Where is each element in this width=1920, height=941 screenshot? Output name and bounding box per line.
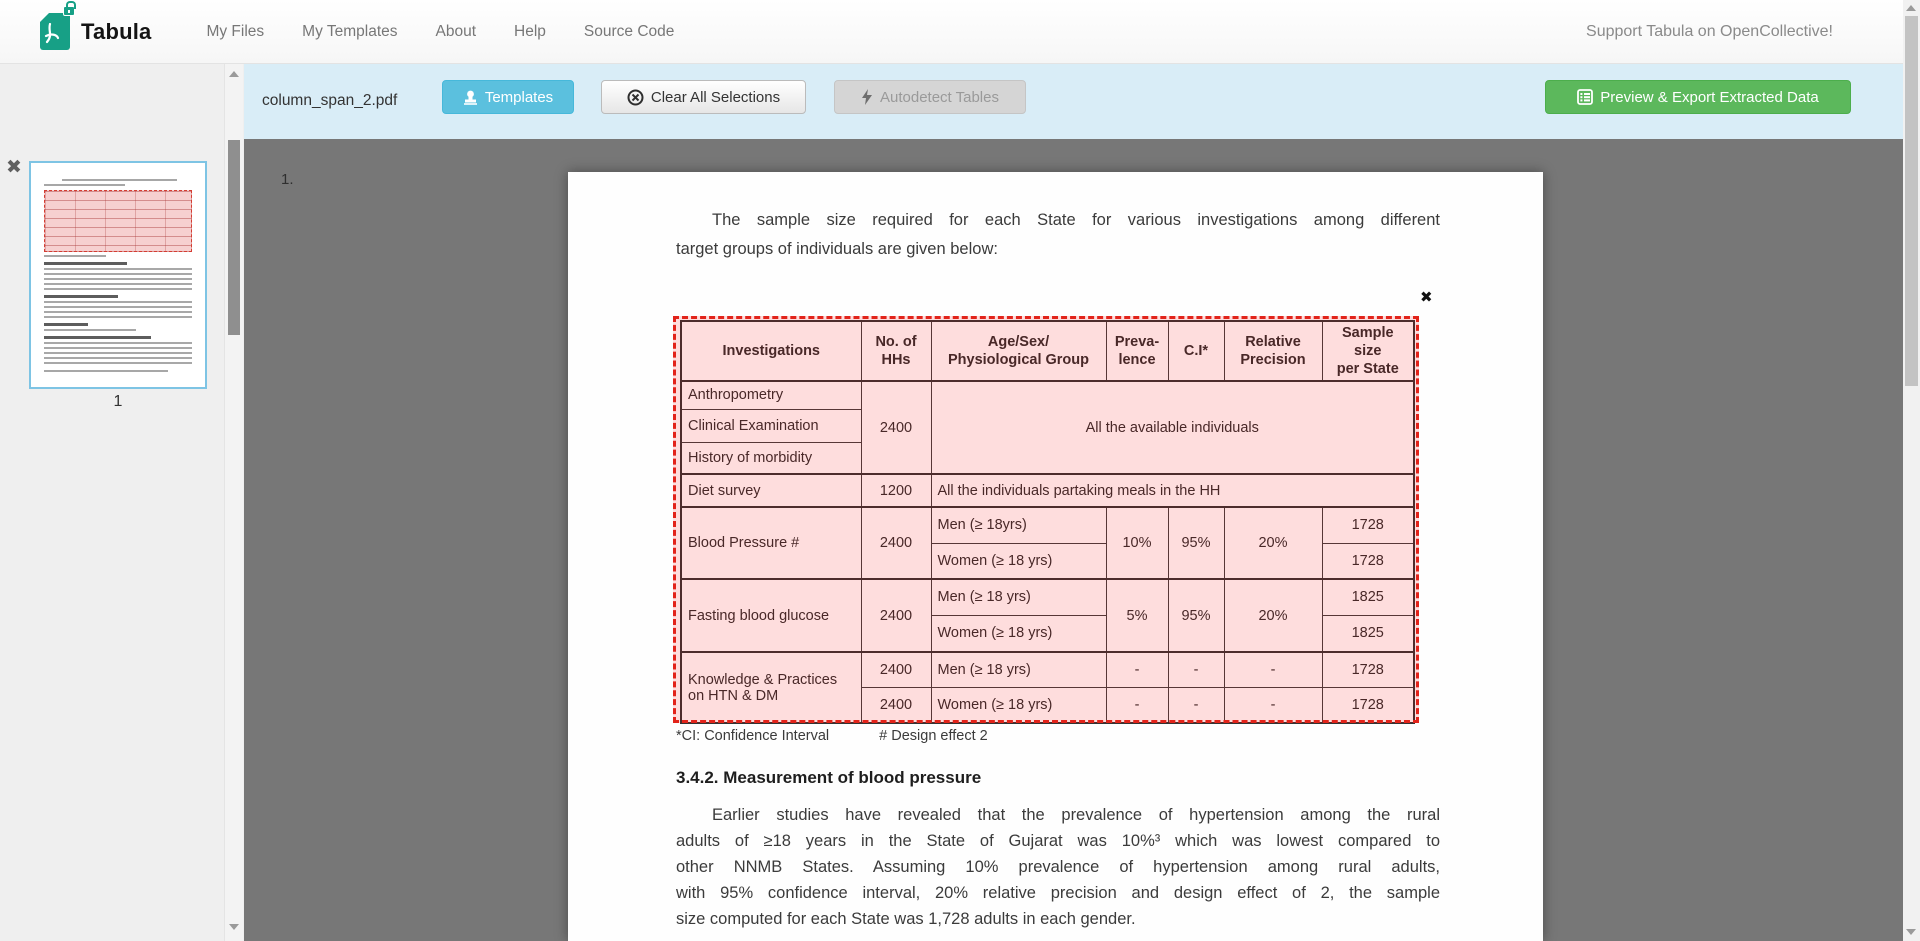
clear-button-label: Clear All Selections: [650, 88, 781, 106]
autodetect-tables-button[interactable]: [834, 80, 1026, 114]
cell: -: [1168, 687, 1224, 723]
lock-icon: [63, 6, 75, 16]
selection-close-icon[interactable]: ✖: [1420, 288, 1433, 306]
templates-button-label: Templates: [484, 88, 554, 106]
cell: Anthropometry: [681, 381, 861, 409]
window-scroll-down-icon[interactable]: [1906, 929, 1916, 935]
current-filename: column_span_2.pdf: [262, 92, 398, 109]
thumb-heading-line: [44, 323, 88, 326]
brand-title[interactable]: Tabula: [81, 18, 152, 44]
col-age-sex-group: Age/Sex/ Physiological Group: [931, 321, 1106, 381]
body-line: Earlier studies have revealed that the prevalence of hypertension among the rural: [712, 806, 1440, 824]
cell: 1728: [1322, 652, 1414, 687]
navbar-menu: [187, 23, 693, 41]
cell: -: [1224, 652, 1322, 687]
intro-line: The sample size required for each State for various investigations among different: [712, 211, 1440, 229]
col-prevalence: Preva- lence: [1106, 321, 1168, 381]
table-selection-box[interactable]: [673, 316, 1419, 723]
thumb-paragraph: [44, 342, 192, 364]
nav-item-source-code[interactable]: Source Code: [583, 22, 675, 40]
pdf-swirl-icon: [44, 23, 60, 45]
lightning-bolt-icon: [861, 89, 873, 105]
thumbnail-page-number: 1: [113, 393, 123, 410]
cell: 95%: [1168, 507, 1224, 579]
templates-button[interactable]: [442, 80, 574, 114]
cell: Knowledge & Practices on HTN & DM: [681, 652, 861, 723]
cell: Women (≥ 18 yrs): [931, 615, 1106, 652]
body-paragraph: [676, 802, 1440, 932]
cell: 1200: [861, 474, 931, 507]
support-link[interactable]: Support Tabula on OpenCollective!: [1586, 22, 1833, 40]
top-navbar: [0, 0, 1903, 64]
cell: Men (≥ 18 yrs): [931, 579, 1106, 615]
thumb-text-line: [44, 184, 125, 186]
cell: Blood Pressure #: [681, 507, 861, 579]
nav-item-my-templates[interactable]: My Templates: [302, 22, 398, 40]
col-relative-precision: Relative Precision: [1224, 321, 1322, 381]
cell: Men (≥ 18yrs): [931, 507, 1106, 543]
body-line: adults of ≥18 years in the State of Gujarat was 10%³ which was lowest compared to: [676, 832, 1440, 850]
export-button-label: Preview & Export Extracted Data: [1600, 88, 1819, 106]
cell: -: [1106, 652, 1168, 687]
body-line: size computed for each State was 1,728 adults in each gender.: [676, 910, 1136, 928]
col-no-of-hhs: No. of HHs: [861, 321, 931, 381]
cell: 2400: [861, 579, 931, 652]
intro-paragraph: [676, 206, 1440, 264]
cell: 2400: [861, 687, 931, 723]
nav-item-help[interactable]: Help: [514, 22, 546, 40]
list-table-icon: [1577, 89, 1593, 105]
cell: -: [1106, 687, 1168, 723]
thumb-text-line: [62, 179, 177, 181]
sidebar-scrollbar: [224, 64, 243, 941]
remove-page-icon[interactable]: ✖: [6, 156, 22, 178]
col-investigations: Investigations: [681, 321, 861, 381]
clear-all-selections-button[interactable]: [601, 80, 806, 114]
page-number-marker: 1.: [281, 171, 294, 188]
body-line: with 95% confidence interval, 20% relative precision and design effect of 2, the sample: [676, 884, 1440, 902]
thumb-heading-line: [44, 295, 118, 298]
cell: 2400: [861, 381, 931, 474]
cell: 20%: [1224, 579, 1322, 652]
table-footnote: [676, 728, 988, 744]
cell: 1728: [1322, 687, 1414, 723]
col-ci: C.I*: [1168, 321, 1224, 381]
pdf-page[interactable]: [568, 172, 1543, 941]
thumb-text-line: [44, 329, 136, 331]
toolbar: [244, 64, 1903, 139]
cell: Women (≥ 18 yrs): [931, 543, 1106, 579]
cell: -: [1168, 652, 1224, 687]
cell: 2400: [861, 507, 931, 579]
intro-line: target groups of individuals are given below:: [676, 240, 998, 258]
cell: Women (≥ 18 yrs): [931, 687, 1106, 723]
col-sample-size: Sample size per State: [1322, 321, 1414, 381]
page-1-thumbnail[interactable]: [29, 161, 207, 389]
footnote-ci: *CI: Confidence Interval: [676, 728, 830, 744]
circle-x-icon: [627, 89, 644, 106]
thumb-footer-line: [44, 370, 168, 372]
cell: 1825: [1322, 615, 1414, 652]
template-stamp-icon: [463, 90, 478, 105]
tabula-logo[interactable]: [40, 13, 70, 50]
cell: 20%: [1224, 507, 1322, 579]
section-heading: 3.4.2. Measurement of blood pressure: [676, 768, 982, 787]
sidebar-scroll-up-icon[interactable]: [229, 71, 239, 77]
body-line: other NNMB States. Assuming 10% prevalence of hypertension among rural adults,: [676, 858, 1440, 876]
cell: 1825: [1322, 579, 1414, 615]
window-scroll-thumb[interactable]: [1905, 16, 1918, 386]
sidebar-scroll-thumb[interactable]: [228, 140, 240, 335]
cell: Fasting blood glucose: [681, 579, 861, 652]
thumb-heading-line: [44, 336, 151, 339]
cell: -: [1224, 687, 1322, 723]
cell: 1728: [1322, 543, 1414, 579]
cell: 95%: [1168, 579, 1224, 652]
cell: 2400: [861, 652, 931, 687]
cell: Diet survey: [681, 474, 861, 507]
autodetect-button-label: Autodetect Tables: [880, 88, 999, 106]
thumb-selected-table: [44, 190, 192, 252]
thumb-paragraph: [44, 301, 192, 318]
cell: History of morbidity: [681, 442, 861, 474]
cell: Clinical Examination: [681, 409, 861, 442]
nav-item-about[interactable]: About: [435, 22, 477, 40]
preview-export-button[interactable]: [1545, 80, 1851, 114]
pdf-viewer: [244, 139, 1903, 941]
thumb-paragraph: [44, 268, 192, 290]
cell: Men (≥ 18 yrs): [931, 652, 1106, 687]
cell: All the available individuals: [931, 381, 1414, 474]
cell: All the individuals partaking meals in the HH: [931, 474, 1414, 507]
logo-fold: [40, 13, 49, 22]
thumb-footnote-line: [44, 255, 106, 257]
nav-item-my-files[interactable]: My Files: [206, 22, 265, 40]
page-thumbnail-sidebar: [0, 64, 244, 941]
sidebar-scroll-down-icon[interactable]: [229, 924, 239, 930]
thumb-heading-line: [44, 262, 127, 265]
footnote-design-effect: # Design effect 2: [879, 728, 988, 744]
window-scrollbar: [1903, 0, 1920, 941]
cell: 10%: [1106, 507, 1168, 579]
window-scroll-up-icon[interactable]: [1906, 5, 1916, 11]
cell: 1728: [1322, 507, 1414, 543]
cell: 5%: [1106, 579, 1168, 652]
